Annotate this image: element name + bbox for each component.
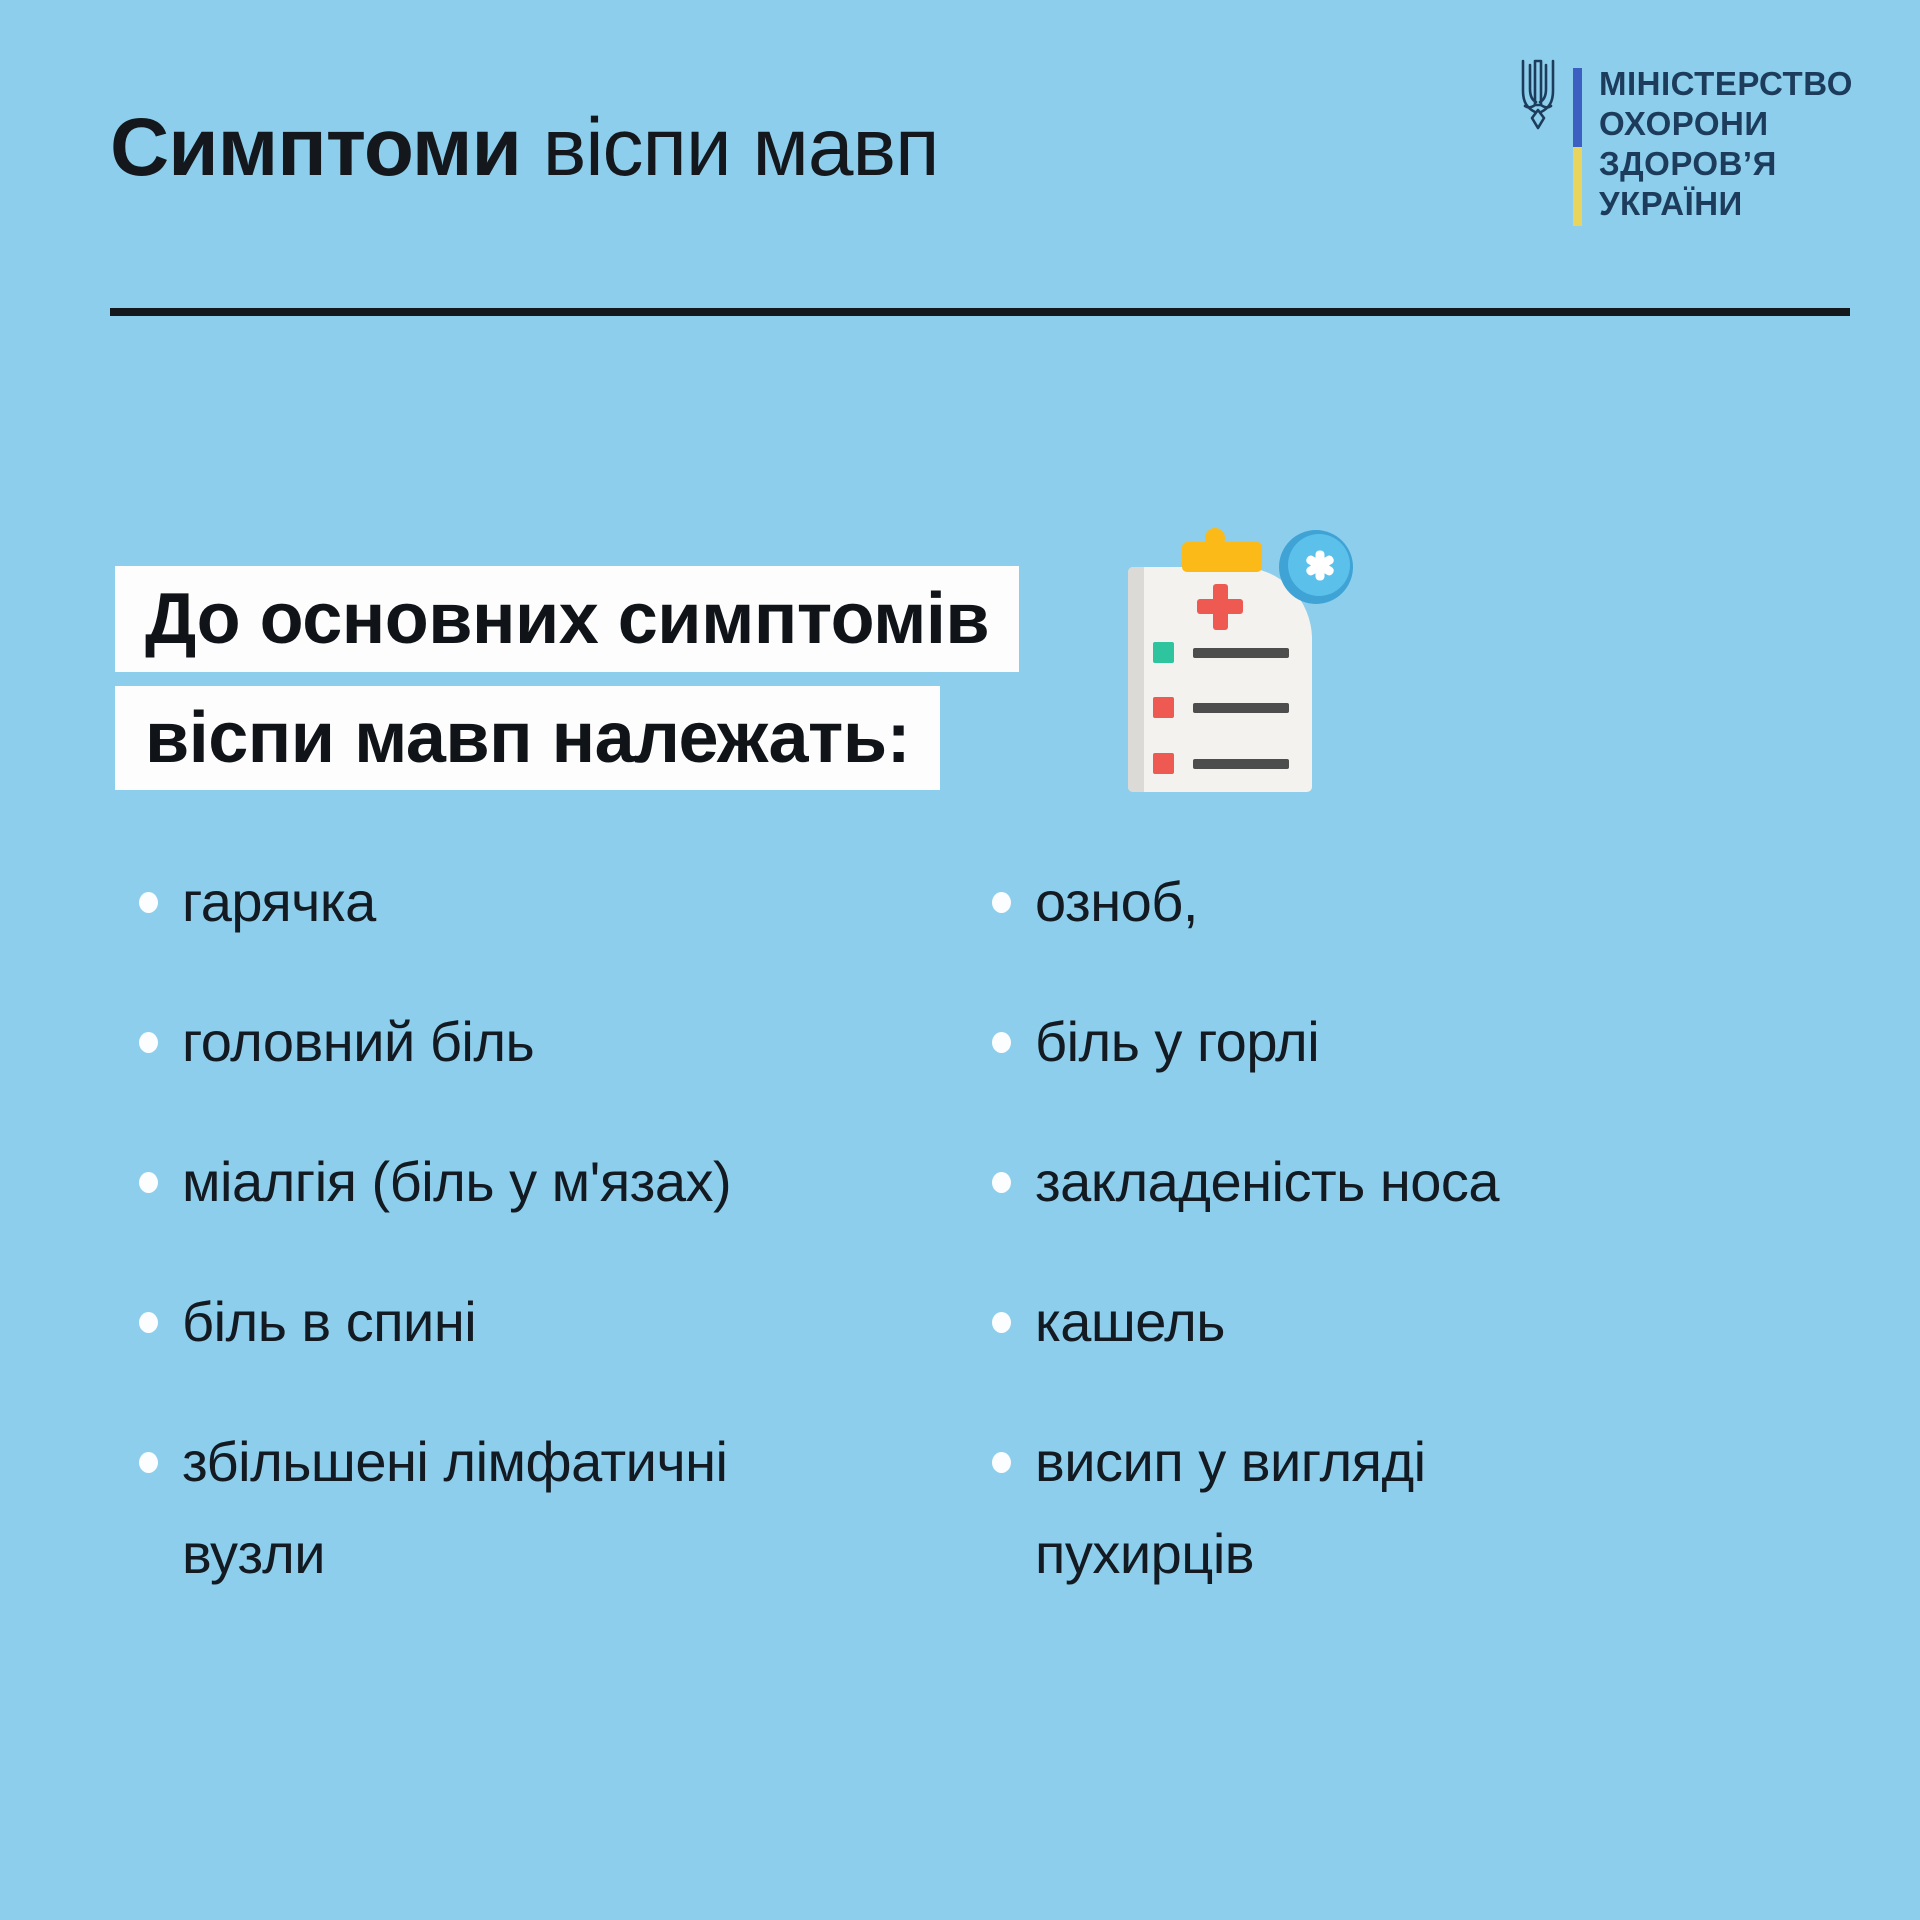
symptom-item <box>985 1416 1605 1600</box>
flag-bar-icon <box>1573 68 1582 226</box>
symptom-line: міалгія (біль у м'язах) <box>182 1150 732 1213</box>
symptom-list-left <box>132 856 912 1648</box>
symptom-item <box>132 1136 912 1228</box>
symptom-item <box>985 1276 1605 1368</box>
flag-bar-blue <box>1573 68 1582 147</box>
symptom-item <box>132 996 912 1088</box>
symptom-item <box>985 1136 1605 1228</box>
symptom-line: закладеність носа <box>1035 1150 1500 1213</box>
checklist-bullet-teal <box>1153 642 1174 663</box>
checklist-bullet-red <box>1153 753 1174 774</box>
symptom-list-right <box>985 856 1605 1648</box>
page-title-bold: Симптоми <box>110 102 521 193</box>
checklist-line <box>1193 703 1289 713</box>
symptom-line: біль у горлі <box>1035 1010 1320 1073</box>
symptom-line: висип у вигляді <box>1035 1430 1426 1493</box>
header-divider <box>110 308 1850 316</box>
symptom-item <box>132 1276 912 1368</box>
symptom-item <box>132 1416 912 1600</box>
checklist-line <box>1193 648 1289 658</box>
page-title-rest: віспи мавп <box>520 102 939 193</box>
symptom-line: пухирців <box>1035 1522 1255 1585</box>
trident-icon <box>1516 58 1560 226</box>
symptom-line: головний біль <box>182 1010 535 1073</box>
symptom-line: гарячка <box>182 870 376 933</box>
symptom-line: вузли <box>182 1522 326 1585</box>
section-heading-line1: До основних симптомів <box>115 566 1019 672</box>
moh-logo-line: УКРАЇНИ <box>1599 185 1743 222</box>
clipboard-icon <box>1125 528 1365 798</box>
symptom-item <box>985 996 1605 1088</box>
page-title <box>110 100 938 196</box>
moh-logo-line: МІНІСТЕРСТВО <box>1599 65 1853 102</box>
checklist-bullet-red <box>1153 697 1174 718</box>
clipboard-clip-ring <box>1205 528 1225 548</box>
symptom-line: збільшені лімфатичні <box>182 1430 728 1493</box>
moh-logo-line: ОХОРОНИ <box>1599 105 1769 142</box>
flag-bar-yellow <box>1573 147 1582 226</box>
medical-star-badge-icon <box>1279 530 1353 604</box>
moh-logo-text <box>1599 64 1853 226</box>
symptom-line: озноб, <box>1035 870 1198 933</box>
moh-logo-line: ЗДОРОВ’Я <box>1599 145 1777 182</box>
symptom-item <box>132 856 912 948</box>
checklist-line <box>1193 759 1289 769</box>
moh-logo <box>1516 58 1853 226</box>
clipboard-clip <box>1182 542 1262 572</box>
symptom-line: біль в спині <box>182 1290 477 1353</box>
symptom-item <box>985 856 1605 948</box>
section-heading-line2: віспи мавп належать: <box>115 686 940 790</box>
symptom-line: кашель <box>1035 1290 1225 1353</box>
medical-cross-icon <box>1213 584 1228 630</box>
